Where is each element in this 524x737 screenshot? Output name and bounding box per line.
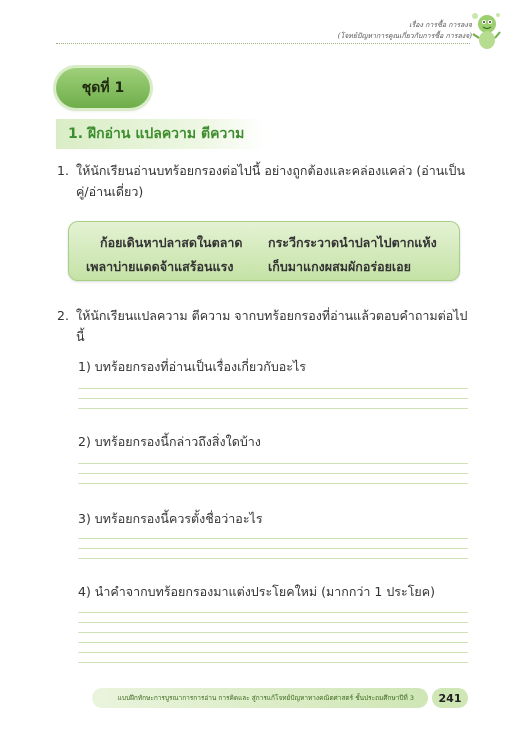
header-divider xyxy=(56,43,470,44)
sub-question-2: 2) บทร้อยกรองนี้กล่าวถึงสิ่งใดบ้าง xyxy=(78,434,261,449)
poem-line-1-right: กระวีกระวาดนำปลาไปตากแห้ง xyxy=(268,235,437,250)
answer-line xyxy=(78,662,468,663)
answer-line xyxy=(78,642,468,643)
answer-line xyxy=(78,558,468,559)
answer-line xyxy=(78,632,468,633)
poem-line-2-left: เพลาบ่ายแดดจ้าแสร้อนแรง xyxy=(86,259,234,274)
question-2-text: ให้นักเรียนแปลความ ตีความ จากบทร้อยกรองที่อ่านแล้วตอบคำถามต่อไปนี้ xyxy=(76,308,468,344)
section-title: 1. ฝึกอ่าน แปลความ ตีความ xyxy=(56,119,266,149)
answer-line xyxy=(78,652,468,653)
question-1-number: 1. xyxy=(57,163,69,178)
answer-line xyxy=(78,483,468,484)
header-topic: เรื่อง การซื้อ การลงจ xyxy=(409,21,472,29)
mascot-icon xyxy=(470,10,502,52)
question-1-text: ให้นักเรียนอ่านบทร้อยกรองต่อไปนี้ อย่างถูกต้องและคล่องแคล่ว (อ่านเป็นคู่/อ่านเดี่ยว) xyxy=(76,163,466,199)
footer-book-title: แบบฝึกทักษะการบูรณาการการอ่าน การคิดและ สู่การแก้โจทย์ปัญหาทางคณิตศาสตร์ ชั้นประถมศึกษาปีที่ 3 xyxy=(92,688,428,708)
answer-line xyxy=(78,408,468,409)
sub-question-4: 4) นำคำจากบทร้อยกรองมาแต่งประโยคใหม่ (มากกว่า 1 ประโยค) xyxy=(78,584,435,599)
poem-line-1-left: ก้อยเดินหาปลาสดในตลาด xyxy=(100,235,243,250)
sub-question-3: 3) บทร้อยกรองนี้ควรตั้งชื่อว่าอะไร xyxy=(78,511,263,526)
answer-line xyxy=(78,388,468,389)
poem-line-2-right: เก็บมาแกงผสมผักอร่อยเอย xyxy=(268,259,412,274)
answer-line xyxy=(78,398,468,399)
answer-line xyxy=(78,622,468,623)
question-2-number: 2. xyxy=(57,308,69,323)
set-label-pill: ชุดที่ 1 xyxy=(56,68,150,108)
answer-line xyxy=(78,548,468,549)
answer-line xyxy=(78,612,468,613)
header-subtopic: (โจทย์ปัญหาการคูณเกี่ยวกับการซื้อ การลงจ) xyxy=(337,32,472,40)
answer-line xyxy=(78,473,468,474)
sub-question-1: 1) บทร้อยกรองที่อ่านเป็นเรื่องเกี่ยวกับอะไร xyxy=(78,359,306,374)
page-number: 241 xyxy=(432,688,468,708)
answer-line xyxy=(78,538,468,539)
answer-line xyxy=(78,463,468,464)
